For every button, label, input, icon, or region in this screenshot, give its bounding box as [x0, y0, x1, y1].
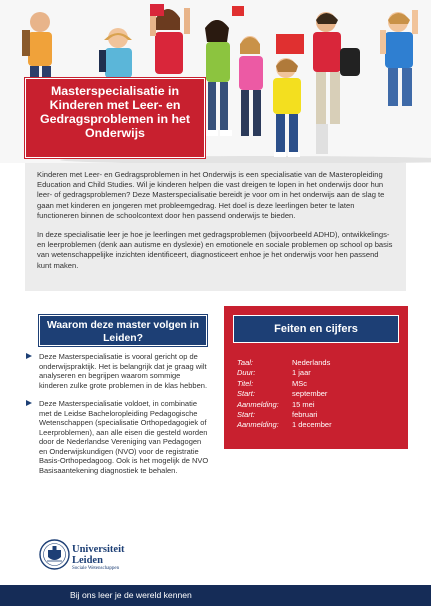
hero-photo — [0, 0, 431, 163]
fact-value: 15 mei — [292, 399, 315, 409]
why-item-text: Deze Masterspecialisatie is vooral gericht op de onderwijspraktijk. Het is belangrijk dat je graag wilt analyseren en begrijpen waarom sommige kinderen zulke grote problemen in de klas hebben. — [39, 352, 208, 390]
fact-label: Start: — [237, 389, 255, 399]
fact-value: 1 december — [292, 420, 332, 430]
footer-slogan: Bij ons leer je de wereld kennen — [70, 590, 192, 600]
bullet-triangle-icon — [26, 400, 32, 406]
intro-paragraph-2: In deze specialisatie leer je hoe je leerlingen met gedragsproblemen (bijvoorbeeld ADHD), ontwikkelings- en leerproblemen (denk aan autisme en dyslexie) en emotionele en sociale problemen op school op basis van wetenschappelijke inzichten identificeert, diagnosticeert enhoe je het onderwijs voor hen passend kunt maken. — [37, 230, 393, 270]
fact-row — [237, 411, 402, 420]
intro-paragraph-1: Kinderen met Leer- en Gedragsproblemen in het Onderwijs is een specialisatie van de Masteropleiding Education and Child Studies. Wil je kinderen helpen die vast dreigen te lopen in het onderwijs door hun leer- of gedragsproblemen? Deze Masterspecialisatie bereidt je voor om in het onderwijs aan de slag te gaan met kinderen en jongeren met probleemgedrag. Het doel is deze leerlingen beter te laten functioneren binnen de schoolcontext door hen passend onderwijs te bieden. — [37, 170, 385, 220]
university-name-line-2: Leiden — [72, 554, 103, 566]
fact-value: Nederlands — [292, 358, 331, 367]
fact-label: Start: — [237, 409, 255, 419]
why-list — [25, 352, 210, 475]
fact-label: Titel: — [237, 378, 254, 388]
fact-row — [237, 390, 402, 399]
fact-label: Duur: — [237, 368, 256, 378]
fact-row — [237, 401, 402, 410]
fact-value: 1 jaar — [292, 368, 311, 378]
facts-panel — [224, 306, 408, 449]
footer-banner — [0, 585, 431, 606]
fact-row — [237, 359, 402, 368]
fact-label: Taal: — [237, 358, 253, 367]
intro-section — [25, 163, 406, 291]
fact-label: Aanmelding: — [237, 420, 279, 430]
facts-table — [237, 359, 402, 430]
fact-value: september — [292, 389, 328, 399]
fact-row — [237, 421, 402, 430]
fact-row — [237, 380, 402, 389]
page-title: Masterspecialisatie in Kinderen met Leer- en Gedragsproblemen in het Onderwijs — [25, 78, 205, 158]
university-name — [72, 545, 125, 566]
university-name-line-1: Universiteit — [72, 544, 125, 555]
university-seal-icon — [39, 538, 70, 571]
list-item — [25, 352, 210, 390]
university-logo — [39, 538, 149, 576]
fact-row — [237, 369, 402, 378]
list-item — [25, 399, 210, 475]
fact-label: Aanmelding: — [237, 399, 279, 409]
faculty-name: Sociale Wetenschappen — [72, 566, 120, 571]
why-item-text: Deze Masterspecialisatie voldoet, in combinatie met de Leidse Bacheloropleiding Pedagogische Wetenschappen (specialisatie Orthopedagogiek of Leerproblemen), aan alle eisen die gesteld worden door de Nederlandse Vereniging van Pedagogen en Onderwijskundigen (NVO) voor de registratie Basis-Orthopedagoog. Ook is het mogelijk de NVO Basisaantekening diagnostiek te behalen. — [39, 399, 209, 475]
facts-title: Feiten en cijfers — [233, 315, 399, 343]
why-section-title: Waarom deze master volgen in Leiden? — [39, 315, 207, 346]
fact-value: februari — [292, 409, 318, 419]
bullet-triangle-icon — [26, 353, 32, 359]
fact-value: MSc — [292, 378, 307, 388]
